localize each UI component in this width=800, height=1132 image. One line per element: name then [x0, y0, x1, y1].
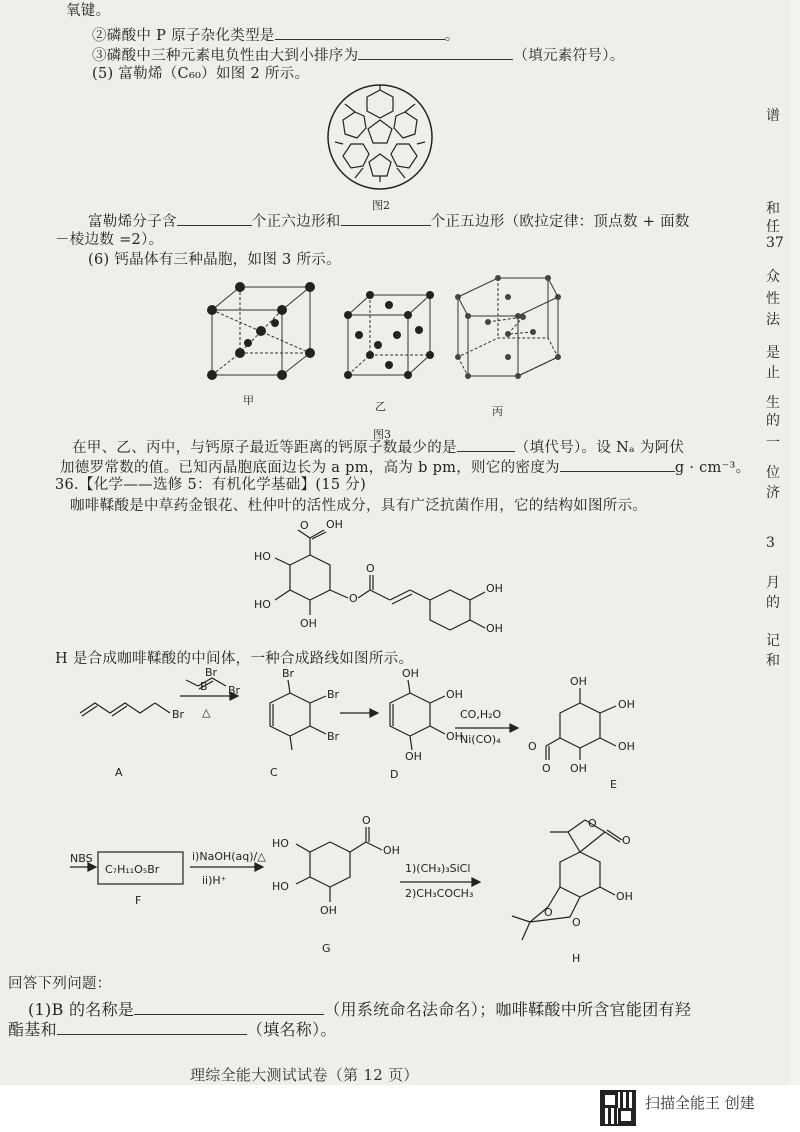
text-segment: 加德罗常数的值。已知丙晶胞底面边长为 a pm，高为 b pm，则它的密度为: [60, 460, 560, 476]
atom-label: HO: [254, 598, 271, 611]
text-segment: 个正六边形和: [251, 214, 341, 230]
fullerene-figure: [325, 82, 435, 192]
strip-char: 谱: [766, 108, 780, 124]
reagent-label: Ni(CO)₄: [460, 733, 501, 746]
text-segment: 在甲、乙、丙中，与钙原子最近等距离的钙原子数最少的是: [72, 440, 457, 456]
qr-code-icon[interactable]: [600, 1090, 636, 1126]
text-line: 氧键。: [66, 3, 111, 19]
text-segment: (1)B 的名称是: [28, 1000, 135, 1019]
atom-label: OH: [402, 667, 419, 680]
atom-label: HO: [254, 550, 271, 563]
strip-char: 一: [766, 435, 780, 451]
text-segment: （填元素符号）。: [513, 48, 625, 64]
strip-char: 济: [766, 485, 780, 501]
text-line: (6) 钙晶体有三种晶胞，如图 3 所示。: [88, 252, 341, 268]
strip-char: 法: [766, 312, 780, 328]
strip-char: 和: [766, 653, 780, 669]
atom-label: OH: [326, 518, 343, 531]
strip-char: 性: [766, 291, 780, 307]
atom-label: O: [366, 562, 375, 575]
strip-char: 和: [766, 201, 780, 217]
figure-2-caption: 图2: [372, 199, 390, 212]
strip-char: 3: [766, 535, 775, 551]
compound-label: E: [610, 778, 617, 791]
text-line: [8, 1020, 337, 1039]
atom-label: OH: [618, 740, 635, 753]
atom-label: O: [542, 762, 551, 775]
compound-label: A: [115, 766, 123, 779]
text-line: [28, 1000, 691, 1019]
text-segment: ②磷酸中 P 原子杂化类型是: [92, 28, 275, 44]
atom-label: HO: [272, 837, 289, 850]
strip-char: 记: [766, 633, 780, 649]
atom-label: OH: [570, 675, 587, 688]
caffeic-tannic-acid-structure: [230, 520, 670, 640]
atom-label: Br: [282, 667, 295, 680]
formula-label: C₇H₁₁O₅Br: [105, 863, 160, 876]
synthesis-scheme-row-1: [70, 666, 770, 791]
atom-label: OH: [486, 582, 503, 595]
atom-label: Br: [228, 684, 241, 697]
compound-label: H: [572, 952, 581, 965]
atom-label: OH: [300, 617, 317, 630]
scanner-watermark-text: 扫描全能王 创建: [645, 1094, 755, 1112]
atom-label: O: [572, 916, 581, 929]
reagent-label: △: [202, 706, 211, 719]
text-segment: （用系统命名法命名）；咖啡鞣酸中所含官能团有羟: [324, 1000, 692, 1019]
atom-label: OH: [446, 688, 463, 701]
strip-char: 37: [766, 235, 784, 251]
cell-label-jia: 甲: [243, 394, 254, 407]
answer-blank[interactable]: [275, 25, 445, 40]
strip-char: 止: [766, 365, 780, 381]
answer-blank[interactable]: [341, 211, 431, 226]
figure-3-caption: 图3: [373, 428, 391, 441]
atom-label: O: [622, 834, 631, 847]
reagent-label: CO,H₂O: [460, 708, 502, 721]
strip-char: 的: [766, 413, 780, 429]
atom-label: Br: [327, 730, 340, 743]
unit-cell-jia: [200, 275, 330, 395]
text-line: 回答下列问题：: [8, 976, 112, 992]
reagent-label: ii)H⁺: [202, 874, 227, 887]
compound-label: F: [135, 894, 142, 907]
text-segment: 富勒烯分子含: [88, 214, 177, 230]
atom-label: OH: [570, 762, 587, 775]
strip-char: 是: [766, 345, 780, 361]
strip-char: 任: [766, 219, 780, 235]
reagent-label: NBS: [70, 852, 93, 865]
reagent-label: 1)(CH₃)₃SiCl: [405, 862, 471, 875]
cell-label-yi: 乙: [375, 400, 386, 413]
atom-label: Br: [172, 708, 185, 721]
text-line: 咖啡鞣酸是中草药金银花、杜仲叶的活性成分，具有广泛抗菌作用，它的结构如图所示。: [70, 498, 648, 514]
page-footer-text: 理综全能大测试试卷（第 12 页）: [190, 1066, 419, 1084]
reagent-label: B: [200, 680, 208, 693]
text-line: [92, 25, 460, 45]
reagent-label: 2)CH₃COCH₃: [405, 887, 474, 900]
atom-label: O: [362, 814, 371, 827]
answer-blank[interactable]: [457, 437, 515, 452]
text-line: [92, 45, 625, 65]
strip-char: 位: [766, 465, 780, 481]
atom-label: OH: [486, 622, 503, 635]
text-segment: 酯基和: [8, 1020, 57, 1039]
synthesis-scheme-row-2: [60, 812, 780, 965]
answer-blank[interactable]: [358, 45, 513, 60]
atom-label: OH: [405, 750, 422, 763]
question-heading: 36.【化学——选修 5：有机化学基础】(15 分): [55, 477, 367, 493]
atom-label: OH: [616, 890, 633, 903]
text-line: －棱边数 =2）。: [55, 232, 164, 248]
reagent-label: i)NaOH(aq)/△: [192, 850, 266, 863]
text-segment: （填名称）。: [246, 1020, 337, 1039]
compound-label: C: [270, 766, 278, 779]
text-segment: 个正五边形（欧拉定律：顶点数 + 面数: [430, 214, 690, 230]
strip-char: 月: [766, 575, 780, 591]
atom-label: OH: [618, 698, 635, 711]
atom-label: Br: [327, 688, 340, 701]
text-segment: g · cm⁻³。: [674, 460, 751, 476]
text-line: (5) 富勒烯（C₆₀）如图 2 所示。: [92, 66, 310, 82]
atom-label: O: [300, 519, 309, 532]
atom-label: Br: [205, 666, 218, 679]
strip-char: 众: [766, 269, 780, 285]
compound-label: G: [322, 942, 331, 955]
atom-label: O: [544, 906, 553, 919]
text-segment: ③磷酸中三种元素电负性由大到小排序为: [92, 48, 359, 64]
answer-blank[interactable]: [560, 457, 675, 472]
atom-label: O: [528, 740, 537, 753]
text-segment: （填代号）。设 Nₐ 为阿伏: [514, 440, 685, 456]
answer-blank[interactable]: [57, 1020, 247, 1035]
atom-label: O: [588, 817, 597, 830]
unit-cell-bing: [448, 272, 568, 392]
text-segment: 。: [444, 28, 460, 44]
adjacent-page-strip: [760, 0, 800, 1085]
compound-label: D: [390, 768, 399, 781]
atom-label: OH: [320, 904, 337, 917]
answer-blank[interactable]: [134, 1000, 324, 1015]
text-line: [88, 211, 690, 231]
atom-label: OH: [383, 844, 400, 857]
answer-blank[interactable]: [177, 211, 252, 226]
atom-label: O: [349, 592, 358, 605]
cell-label-bing: 丙: [492, 405, 503, 418]
strip-char: 生: [766, 395, 780, 411]
unit-cell-yi: [340, 285, 440, 395]
text-line: [72, 437, 684, 457]
atom-label: HO: [272, 880, 289, 893]
text-line: H 是合成咖啡鞣酸的中间体，一种合成路线如图所示。: [55, 651, 414, 667]
text-line: [60, 457, 750, 477]
atom-label: OH: [446, 730, 463, 743]
strip-char: 的: [766, 595, 780, 611]
